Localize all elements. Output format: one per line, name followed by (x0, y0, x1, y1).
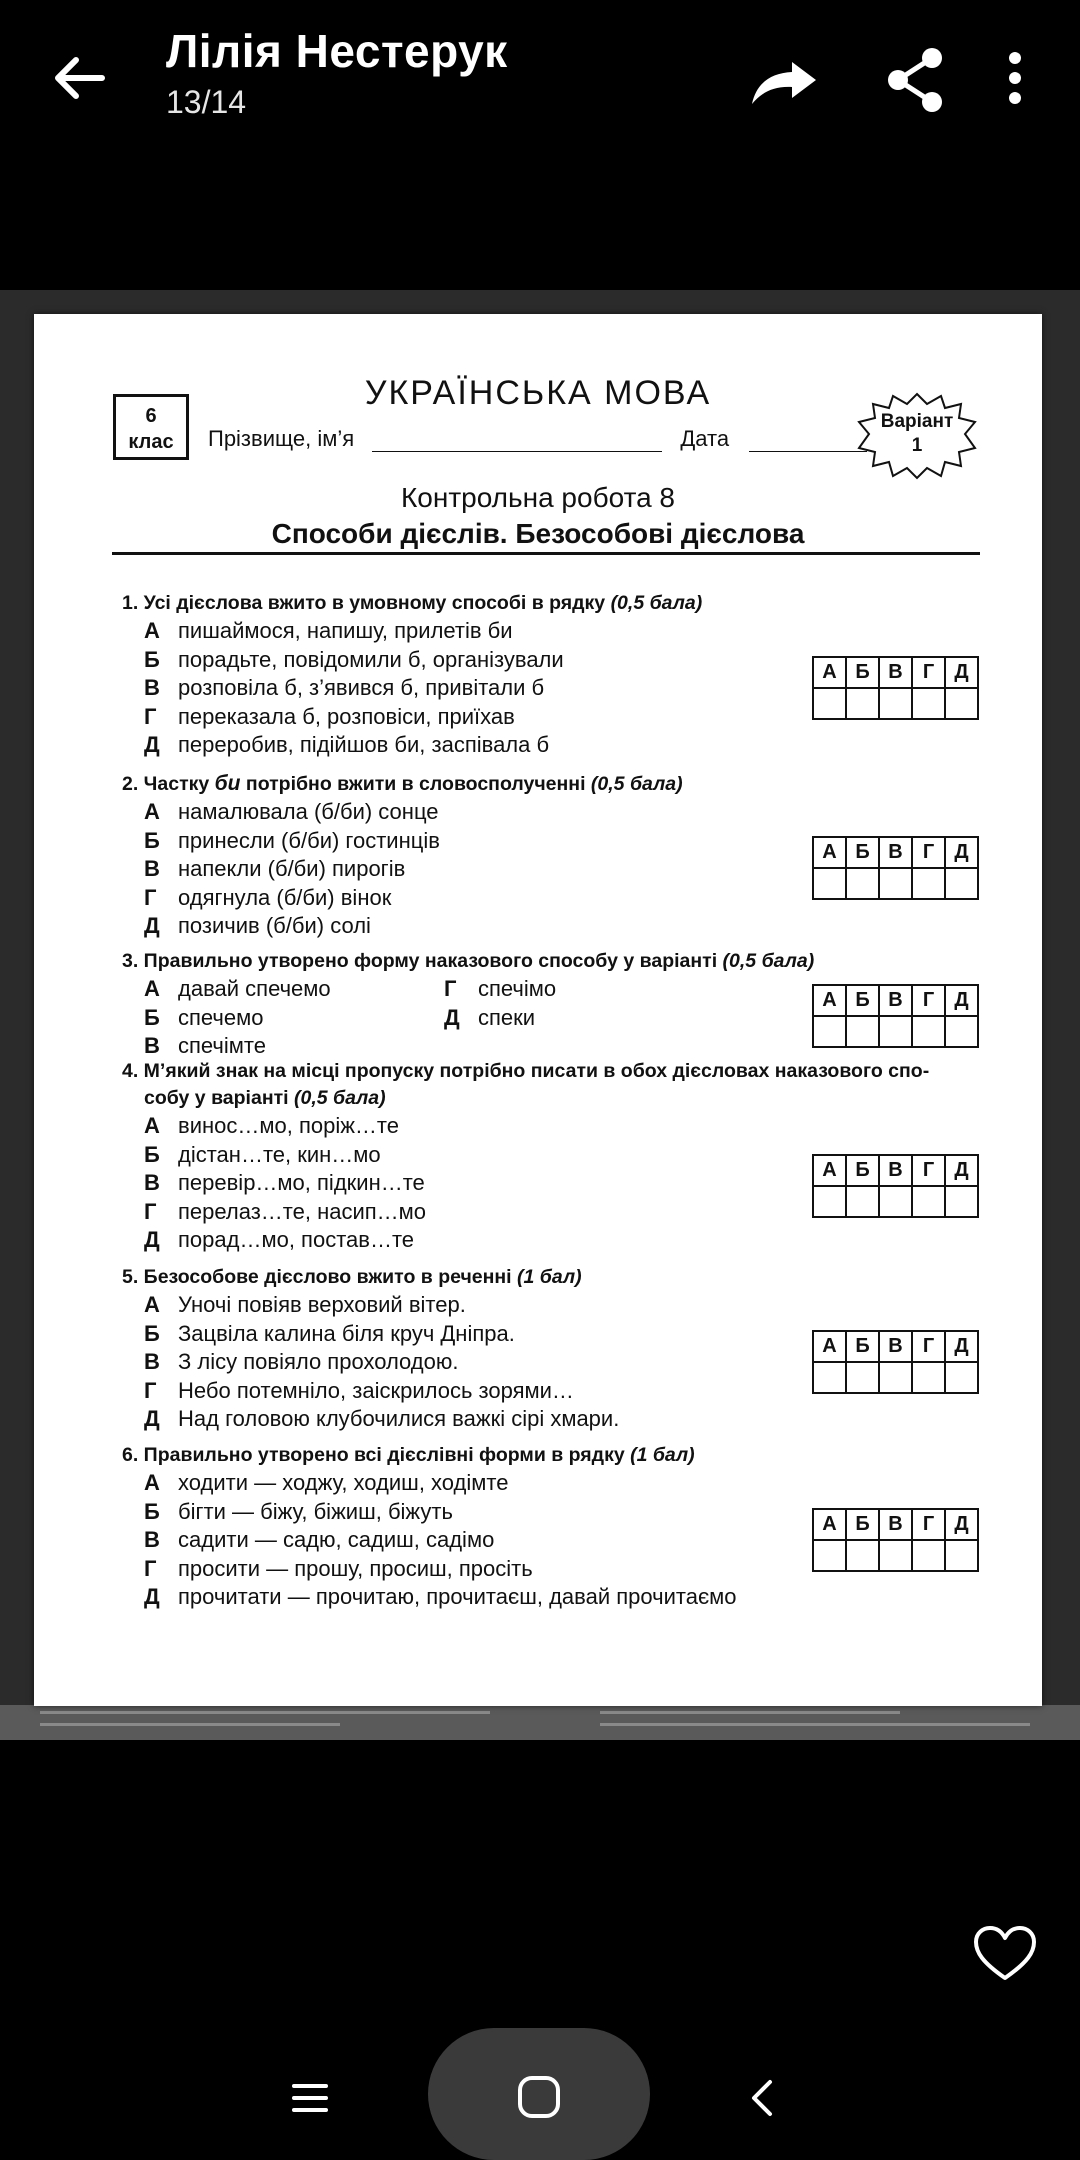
answer-grid-4 (812, 1154, 979, 1218)
option-letter: В (144, 675, 160, 700)
answer-grid-1 (812, 656, 979, 720)
question-points: (0,5 бала) (722, 950, 815, 972)
answer-letter: Г (912, 837, 945, 868)
option-letter: Б (144, 1498, 160, 1524)
option-a (122, 1112, 992, 1141)
answer-letter: Г (912, 1509, 945, 1540)
option-text: прочитати — прочитаю, прочитаєш, давай прочитаємо (178, 1584, 737, 1609)
answer-letter: В (879, 657, 912, 688)
question-text: 3. Правильно утворено форму наказового способу у варіанті (122, 950, 718, 972)
question-points: (0,5 бала) (294, 1087, 386, 1109)
answer-cell[interactable] (846, 1186, 879, 1217)
option-e (122, 1405, 992, 1434)
forward-icon (744, 40, 824, 120)
answer-letter: Д (945, 837, 978, 868)
answer-cell[interactable] (879, 1016, 912, 1047)
home-button[interactable] (514, 2072, 564, 2122)
option-text: спеки (478, 1004, 536, 1030)
option-letter: Г (144, 884, 157, 910)
header-divider (112, 552, 980, 555)
option-b (122, 1004, 422, 1033)
answer-letter: Г (912, 1155, 945, 1186)
answer-cell[interactable] (879, 688, 912, 719)
answer-cell[interactable] (945, 1186, 978, 1217)
option-text: принесли (б/би) гостинців (178, 827, 440, 853)
option-text: дістан…те, кин…мо (178, 1141, 381, 1167)
answer-cell[interactable] (846, 1362, 879, 1393)
option-a (122, 617, 992, 646)
answer-letter: Д (945, 657, 978, 688)
option-letter: Г (444, 976, 457, 1001)
option-letter: Г (144, 1377, 157, 1403)
option-letter: Г (144, 1555, 157, 1581)
name-date-row (208, 426, 888, 452)
question-1-text (122, 590, 992, 617)
answer-cell[interactable] (846, 688, 879, 719)
date-label: Дата (680, 426, 730, 451)
answer-grid-2 (812, 836, 979, 900)
answer-letter: Б (846, 985, 879, 1016)
answer-cell[interactable] (879, 1362, 912, 1393)
question-3-text (122, 948, 992, 975)
option-text: спечемо (178, 1004, 264, 1030)
question-text: 1. Усі дієслова вжито в умовному способі в рядку (122, 592, 606, 614)
answer-cell[interactable] (813, 1362, 846, 1393)
option-text: пишаймося, напишу, прилетів би (178, 618, 513, 643)
option-text: бігти — біжу, біжиш, біжуть (178, 1498, 453, 1524)
options-column-left (122, 975, 422, 1061)
answer-cell[interactable] (846, 1540, 879, 1571)
option-letter: Д (144, 913, 160, 938)
more-options-button[interactable] (985, 40, 1045, 120)
option-letter: А (144, 976, 160, 1001)
work-title: Контрольна робота 8 (400, 482, 675, 513)
option-letter: В (144, 1349, 160, 1374)
recent-apps-button[interactable] (290, 2078, 330, 2118)
answer-cell[interactable] (912, 688, 945, 719)
option-e (122, 912, 992, 941)
nav-back-button[interactable] (742, 2076, 782, 2120)
answer-letter: Б (846, 657, 879, 688)
option-text: спечімо (478, 976, 557, 1001)
option-letter: Г (144, 1198, 157, 1224)
app-bar (0, 0, 1080, 170)
page-counter: 13/14 (166, 84, 247, 120)
answer-letter: А (813, 837, 846, 868)
option-text: намалювала (б/би) сонце (178, 799, 439, 824)
option-text: порад…мо, постав…те (178, 1227, 415, 1252)
option-text: перевір…мо, підкин…те (178, 1170, 425, 1195)
answer-cell[interactable] (813, 1186, 846, 1217)
question-points: (1 бал) (517, 1266, 582, 1288)
answer-cell[interactable] (912, 1016, 945, 1047)
answer-letter: Г (912, 1331, 945, 1362)
blurred-text-line (600, 1723, 1030, 1726)
more-vert-icon (985, 40, 1045, 120)
answer-cell[interactable] (813, 1540, 846, 1571)
answer-letter: Г (912, 985, 945, 1016)
answer-cell[interactable] (945, 1362, 978, 1393)
question-text: собу у варіанті (144, 1087, 289, 1109)
option-letter: Д (144, 1584, 160, 1609)
question-text: 5. Безособове дієслово вжито в реченні (122, 1266, 512, 1288)
question-emphasis: би (214, 772, 241, 795)
option-text: Небо потемніло, заіскрилось зорями… (178, 1377, 574, 1403)
option-text: просити — прошу, просиш, просіть (178, 1555, 533, 1581)
option-letter: В (144, 1527, 160, 1552)
answer-cell[interactable] (912, 868, 945, 899)
grade-word: клас (128, 431, 174, 453)
option-letter: А (144, 1470, 160, 1495)
answer-letter: А (813, 1155, 846, 1186)
answer-cell[interactable] (846, 868, 879, 899)
grade-number: 6 (145, 405, 157, 427)
option-a (122, 1291, 992, 1320)
option-letter: В (144, 1033, 160, 1058)
answer-cell[interactable] (879, 1186, 912, 1217)
answer-letter: Б (846, 1155, 879, 1186)
blurred-text-line (600, 1711, 900, 1714)
answer-cell[interactable] (912, 1362, 945, 1393)
recent-apps-icon (290, 2078, 330, 2118)
answer-letter: Д (945, 1509, 978, 1540)
home-icon (514, 2072, 564, 2122)
option-e (422, 1004, 722, 1033)
answer-letter: А (813, 657, 846, 688)
app-title: Лілія Нестерук (166, 25, 508, 77)
answer-cell[interactable] (813, 688, 846, 719)
option-letter: А (144, 799, 160, 824)
option-a (122, 975, 422, 1004)
option-letter: Б (144, 1141, 160, 1167)
question-4-text (122, 1058, 992, 1112)
question-text: потрібно вжити в словосполученні (245, 773, 586, 795)
option-letter: Б (144, 1004, 160, 1030)
answer-cell[interactable] (813, 1016, 846, 1047)
option-text: позичив (б/би) солі (178, 913, 371, 938)
option-letter: В (144, 856, 160, 881)
option-letter: Б (144, 1320, 160, 1346)
answer-letter: А (813, 1331, 846, 1362)
option-letter: Б (144, 827, 160, 853)
heart-icon (972, 1924, 1038, 1984)
answer-cell[interactable] (912, 1540, 945, 1571)
option-letter: Г (144, 703, 157, 729)
work-subtitle: Способи дієслів. Безособові дієслова (271, 518, 805, 549)
answer-letter: В (879, 1509, 912, 1540)
answer-cell[interactable] (945, 688, 978, 719)
forward-button[interactable] (744, 40, 824, 120)
question-points: (0,5 бала) (610, 592, 703, 614)
answer-letter: Д (945, 1155, 978, 1186)
option-text: З лісу повіяло прохолодою. (178, 1349, 459, 1374)
answer-letter: Д (945, 985, 978, 1016)
variant-number: 1 (911, 435, 923, 456)
background-page-strip (0, 1705, 1080, 1740)
question-points: (0,5 бала) (590, 773, 683, 795)
name-label: Прізвище, ім’я (208, 426, 355, 451)
answer-cell[interactable] (879, 868, 912, 899)
option-letter: Д (144, 1227, 160, 1252)
answer-letter: Б (846, 1331, 879, 1362)
option-letter: Д (144, 732, 160, 757)
option-letter: А (144, 618, 160, 643)
option-a (122, 1469, 992, 1498)
options-column-right (422, 975, 722, 1061)
question-5-text (122, 1264, 992, 1291)
option-letter: Б (144, 646, 160, 672)
option-text: Зацвіла калина біля круч Дніпра. (178, 1320, 515, 1346)
option-text: Уночі повіяв верховий вітер. (178, 1292, 466, 1317)
date-line (749, 451, 867, 452)
answer-cell[interactable] (945, 1540, 978, 1571)
variant-word: Варіант (880, 411, 954, 432)
subject-title: УКРАЇНСЬКА МОВА (364, 374, 712, 412)
test-sheet (34, 314, 1042, 1706)
option-text: давай спечемо (178, 976, 331, 1001)
system-nav-bar (0, 2020, 1080, 2160)
question-6-text (122, 1442, 992, 1469)
option-a (122, 798, 992, 827)
option-text: перелаз…те, насип…мо (178, 1198, 427, 1224)
option-text: винос…мо, поріж…те (178, 1113, 399, 1138)
question-text: 6. Правильно утворено всі дієслівні форми в рядку (122, 1444, 625, 1466)
option-letter: Д (144, 1406, 160, 1431)
answer-cell[interactable] (813, 868, 846, 899)
question-points: (1 бал) (630, 1444, 695, 1466)
title-block (166, 24, 508, 121)
answer-grid-6 (812, 1508, 979, 1572)
answer-letter: В (879, 1331, 912, 1362)
name-line (372, 451, 662, 452)
question-text: 2. Частку (122, 773, 210, 795)
option-letter: А (144, 1113, 160, 1138)
answer-letter: А (813, 1509, 846, 1540)
option-e (122, 1583, 992, 1612)
option-text: порадьте, повідомили б, організували (178, 646, 564, 672)
answer-letter: В (879, 985, 912, 1016)
option-d (422, 975, 722, 1004)
option-text: напекли (б/би) пирогів (178, 856, 406, 881)
option-text: ходити — ходжу, ходиш, ходімте (178, 1470, 509, 1495)
question-2-text (122, 770, 992, 798)
like-button[interactable] (972, 1924, 1038, 1984)
answer-letter: Г (912, 657, 945, 688)
answer-cell[interactable] (912, 1186, 945, 1217)
option-text: Над головою клубочилися важкі сірі хмари. (178, 1406, 620, 1431)
back-button[interactable] (40, 40, 120, 120)
answer-grid-3 (812, 984, 979, 1048)
option-letter: А (144, 1292, 160, 1317)
option-text: переказала б, розповіси, приїхав (178, 703, 515, 729)
answer-letter: В (879, 1155, 912, 1186)
option-text: переробив, підійшов би, заспівала б (178, 732, 550, 757)
arrow-left-icon (40, 40, 120, 120)
option-text: одягнула (б/би) вінок (178, 884, 392, 910)
option-text: спечімте (178, 1033, 266, 1058)
answer-letter: Б (846, 837, 879, 868)
answer-letter: В (879, 837, 912, 868)
share-button[interactable] (876, 40, 956, 120)
option-c (122, 1032, 422, 1061)
answer-letter: Б (846, 1509, 879, 1540)
option-text: розповіла б, з’явився б, привітали б (178, 675, 545, 700)
answer-cell[interactable] (945, 868, 978, 899)
option-e (122, 1226, 992, 1255)
nav-back-icon (742, 2076, 782, 2120)
answer-cell[interactable] (945, 1016, 978, 1047)
blurred-text-line (40, 1711, 490, 1714)
question-text: 4. М’який знак на місці пропуску потрібно писати в обох дієсловах наказового спо- (122, 1060, 930, 1082)
answer-cell[interactable] (846, 1016, 879, 1047)
answer-grid-5 (812, 1330, 979, 1394)
answer-letter: А (813, 985, 846, 1016)
answer-letter: Д (945, 1331, 978, 1362)
option-text: садити — садю, садиш, садімо (178, 1527, 495, 1552)
answer-cell[interactable] (879, 1540, 912, 1571)
blurred-text-line (40, 1723, 340, 1726)
option-letter: В (144, 1170, 160, 1195)
option-letter: Д (444, 1004, 460, 1030)
variant-label (857, 410, 977, 458)
option-e (122, 731, 992, 760)
share-icon (876, 40, 956, 120)
